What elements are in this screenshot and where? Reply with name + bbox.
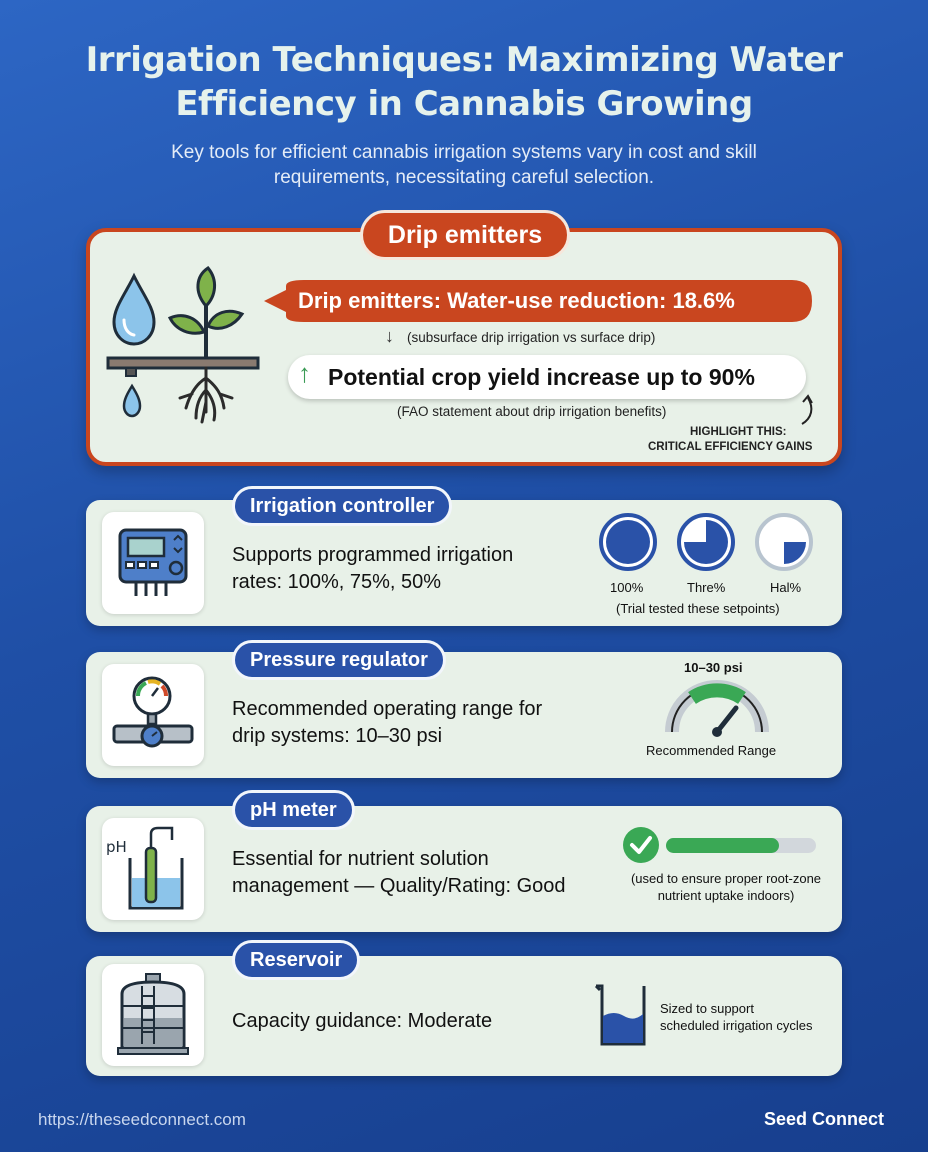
controller-icon-box — [102, 512, 204, 614]
regulator-desc-line-2: drip systems: 10–30 psi — [232, 725, 443, 747]
beaker-icon — [592, 980, 652, 1050]
drip-emitters-tag: Drip emitters — [360, 210, 570, 260]
page-title — [30, 38, 898, 126]
controller-description — [232, 542, 513, 596]
regulator-desc-line-1: Recommended operating range for — [232, 698, 543, 720]
footer-url[interactable]: https://theseedconnect.com — [38, 1110, 246, 1129]
controller-icon — [102, 512, 204, 614]
range-gauge — [662, 678, 772, 738]
highlight-label: HIGHLIGHT THIS: — [690, 426, 787, 438]
ph-meter-card — [86, 806, 842, 932]
setpoint-note: (Trial tested these setpoints) — [616, 601, 780, 616]
reservoir-card — [86, 956, 842, 1076]
yield-note: (FAO statement about drip irrigation benefits) — [397, 404, 667, 419]
ph-description — [232, 846, 566, 900]
yield-increase-pill — [288, 355, 806, 399]
title-line-2: Efficiency in Cannabis Growing — [175, 84, 753, 124]
ph-meter-icon — [102, 818, 204, 920]
setpoint-label-1: 100% — [610, 580, 644, 595]
irrigation-controller-card — [86, 500, 842, 626]
controller-desc-line-2: rates: 100%, 75%, 50% — [232, 571, 442, 593]
rating-bar-fill — [666, 838, 779, 853]
ph-desc-line-2: management — Quality/Rating: Good — [232, 875, 566, 897]
ph-desc-line-1: Essential for nutrient solution — [232, 848, 489, 870]
pressure-regulator-card — [86, 652, 842, 778]
water-tank-icon — [102, 964, 204, 1066]
setpoint-label-3: Hal% — [770, 580, 802, 595]
reservoir-note-line-1: Sized to support — [660, 1001, 754, 1016]
page-subtitle — [80, 140, 848, 190]
reservoir-description: Capacity guidance: Moderate — [232, 1010, 493, 1032]
check-icon — [622, 826, 660, 864]
water-reduction-note: (subsurface drip irrigation vs surface drip) — [407, 330, 656, 345]
irrigation-controller-tag: Irrigation controller — [232, 486, 452, 526]
ph-icon-box — [102, 818, 204, 920]
setpoint-dial-50 — [757, 515, 811, 569]
pressure-regulator-tag: Pressure regulator — [232, 640, 446, 680]
setpoint-dial-100 — [601, 515, 655, 569]
water-reduction-text: Drip emitters: Water-use reduction: 18.6% — [298, 288, 735, 313]
pressure-gauge-icon — [102, 664, 204, 766]
gauge-range-label: 10–30 psi — [684, 660, 743, 675]
ph-note — [616, 870, 836, 904]
water-reduction-banner — [264, 280, 812, 322]
highlight-text: CRITICAL EFFICIENCY GAINS — [648, 441, 813, 453]
regulator-description — [232, 696, 542, 750]
reservoir-note-line-2: scheduled irrigation cycles — [660, 1018, 813, 1033]
drip-plant-icon — [102, 262, 262, 442]
footer-brand: Seed Connect — [764, 1109, 885, 1129]
arrow-up-icon: ↑ — [298, 358, 311, 388]
ph-meter-tag: pH meter — [232, 790, 355, 830]
reservoir-icon-box — [102, 964, 204, 1066]
gauge-caption: Recommended Range — [646, 743, 777, 758]
subtitle-line-1: Key tools for efficient cannabis irrigation systems vary in cost and skill — [171, 142, 757, 163]
curved-arrow-icon — [796, 392, 820, 428]
rating-bar-track — [666, 838, 816, 853]
ph-note-line-2: nutrient uptake indoors) — [657, 888, 795, 903]
ph-icon-text: pH — [106, 838, 127, 856]
yield-increase-text: Potential crop yield increase up to 90% — [328, 364, 755, 390]
subtitle-line-2: requirements, necessitating careful selection. — [273, 167, 655, 188]
reservoir-note — [660, 1000, 812, 1034]
title-line-1: Irrigation Techniques: Maximizing Water — [85, 40, 843, 80]
setpoint-dial-75 — [679, 515, 733, 569]
arrow-down-icon: ↓ — [385, 326, 394, 346]
setpoint-label-2: Thre% — [687, 580, 726, 595]
regulator-icon-box — [102, 664, 204, 766]
controller-desc-line-1: Supports programmed irrigation — [232, 544, 514, 566]
reservoir-tag: Reservoir — [232, 940, 360, 980]
ph-note-line-1: (used to ensure proper root-zone — [630, 871, 822, 886]
